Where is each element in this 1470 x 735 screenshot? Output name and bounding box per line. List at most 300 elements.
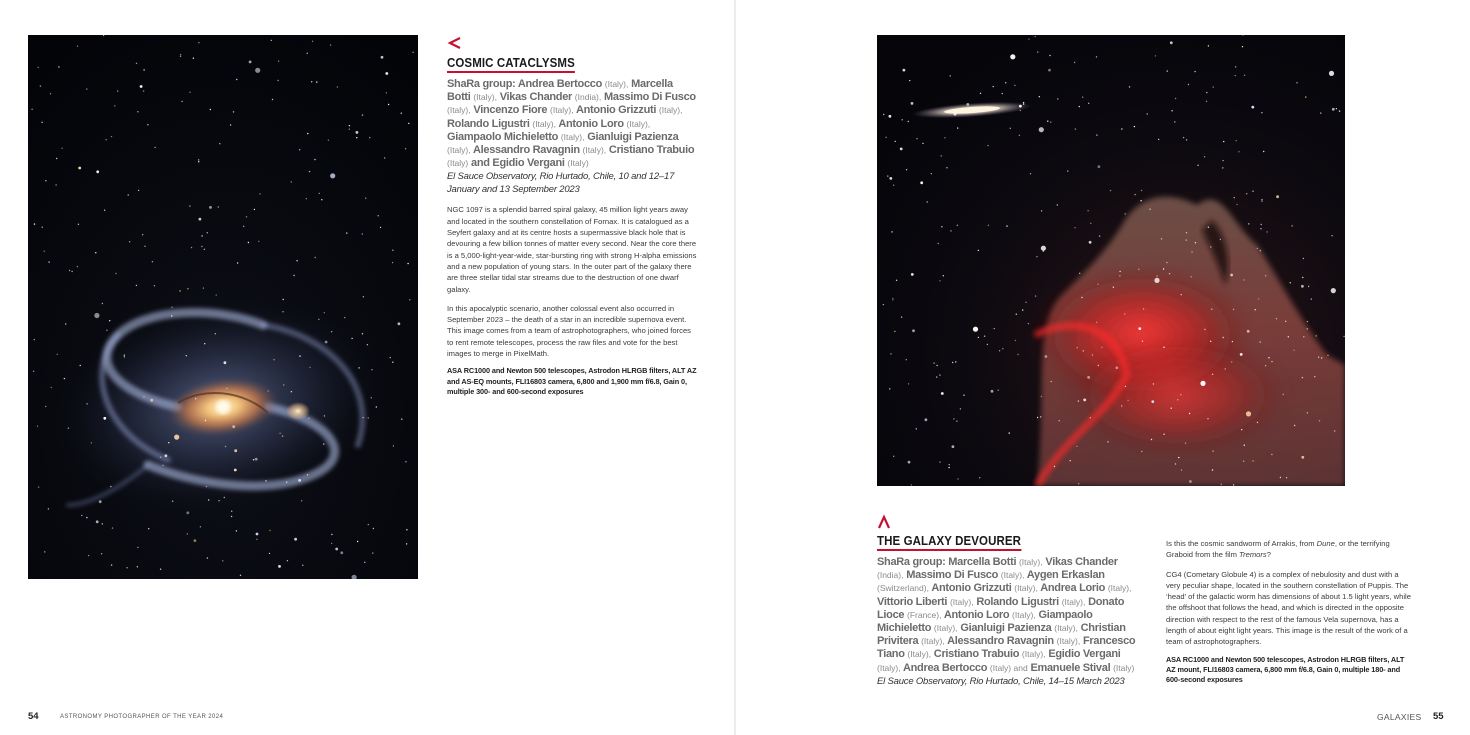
- star: [1261, 112, 1262, 113]
- star: [278, 565, 281, 568]
- star: [372, 552, 373, 553]
- star: [191, 247, 192, 248]
- star: [193, 58, 194, 59]
- star: [1332, 108, 1335, 111]
- credit-country: (Italy),: [473, 92, 497, 103]
- star: [1233, 484, 1234, 485]
- star: [900, 148, 903, 151]
- star: [331, 331, 332, 332]
- star: [1090, 223, 1091, 224]
- star: [308, 418, 309, 419]
- star: [271, 40, 272, 41]
- star: [1307, 412, 1308, 413]
- star: [207, 557, 208, 558]
- star: [1074, 227, 1075, 228]
- star: [902, 119, 903, 120]
- star: [256, 533, 259, 536]
- star: [51, 387, 52, 388]
- star: [258, 241, 259, 242]
- description-paragraph: NGC 1097 is a splendid barred spiral galaxy, 45 million light years away and located in the southern constellation of Fornax. It is catalogued as a Seyfert galaxy and at its centre hosts a supermassive black hole that is devouring a few billion tonnes of matter every second. Near the core there is a 5,000-light-year-wide, star-bursting ring with strong H-alpha emissions and a new population of young stars. In the outer part of the galaxy there are three stellar tidal star streams due to the destruction of one dwarf galaxy.: [447, 205, 697, 294]
- star: [96, 170, 99, 173]
- star: [138, 190, 139, 191]
- star: [1288, 336, 1289, 337]
- star: [933, 362, 934, 363]
- star: [939, 280, 940, 281]
- star: [1258, 298, 1259, 299]
- star: [291, 181, 292, 182]
- star: [1099, 235, 1100, 236]
- star: [1236, 140, 1237, 141]
- star: [200, 526, 201, 527]
- star: [1204, 156, 1205, 157]
- star: [259, 193, 260, 194]
- star: [331, 543, 332, 544]
- star: [392, 262, 393, 263]
- star: [254, 209, 255, 210]
- star: [1263, 151, 1264, 152]
- credit-name: Giampaolo Michieletto: [877, 608, 1093, 635]
- star: [1039, 127, 1044, 132]
- star: [1296, 82, 1297, 83]
- star: [998, 390, 999, 391]
- star: [1010, 54, 1015, 59]
- star: [1134, 126, 1135, 127]
- star: [272, 99, 273, 100]
- star: [949, 464, 950, 465]
- star: [287, 560, 288, 561]
- star: [154, 285, 155, 286]
- star: [401, 113, 402, 114]
- star: [978, 250, 979, 251]
- star: [331, 534, 332, 535]
- credit-name: Vincenzo Fiore: [473, 104, 548, 117]
- star: [349, 129, 350, 130]
- star: [405, 461, 406, 462]
- star: [1016, 314, 1017, 315]
- star: [1098, 165, 1101, 168]
- star: [398, 322, 401, 325]
- star: [927, 201, 928, 202]
- star: [160, 457, 161, 458]
- star: [371, 397, 372, 398]
- star: [1194, 71, 1195, 72]
- star: [1079, 273, 1080, 274]
- star: [1293, 350, 1294, 351]
- star: [180, 54, 181, 55]
- star: [129, 241, 130, 242]
- star: [233, 111, 234, 112]
- star: [269, 530, 270, 531]
- chevron-left-icon: [447, 36, 463, 50]
- credit-name: Vittorio Liberti: [877, 595, 948, 608]
- star: [137, 111, 138, 112]
- star: [1286, 477, 1287, 478]
- star: [1023, 103, 1024, 104]
- star: [312, 41, 313, 42]
- star: [1096, 322, 1097, 323]
- star: [1186, 232, 1187, 233]
- credit-country: (Italy),: [1107, 583, 1132, 594]
- star: [1158, 139, 1159, 140]
- star: [61, 148, 62, 149]
- star: [1303, 258, 1304, 259]
- credit-name: Alessandro Ravagnin: [472, 144, 580, 157]
- star: [42, 227, 43, 228]
- credit-name: Aygen Erkaslan: [1026, 569, 1105, 582]
- star: [143, 69, 144, 70]
- star: [335, 548, 338, 551]
- star: [1185, 443, 1186, 444]
- star: [906, 359, 907, 360]
- star: [1089, 241, 1092, 244]
- star: [230, 124, 231, 125]
- credit-country: (Italy),: [1054, 623, 1078, 634]
- star: [1141, 190, 1142, 191]
- star: [136, 63, 137, 64]
- star: [1261, 199, 1262, 200]
- star: [40, 85, 41, 86]
- star: [1235, 66, 1236, 67]
- star: [1320, 112, 1321, 113]
- credit-name: Gianluigi Pazienza: [587, 130, 679, 143]
- photographer-credits: [877, 556, 1139, 675]
- credit-country: (Italy),: [532, 118, 556, 129]
- credit-name: Andrea Lorio: [1040, 582, 1106, 595]
- star: [1208, 227, 1209, 228]
- star: [1138, 327, 1141, 330]
- star: [1213, 86, 1214, 87]
- star: [388, 104, 389, 105]
- star: [77, 266, 78, 267]
- star: [199, 218, 202, 221]
- star: [309, 171, 310, 172]
- star: [950, 230, 951, 231]
- star: [349, 125, 350, 126]
- star: [1037, 417, 1038, 418]
- star: [48, 261, 49, 262]
- star: [952, 362, 953, 363]
- star: [1077, 347, 1078, 348]
- credit-name: Alessandro Ravagnin: [947, 635, 1054, 648]
- star: [154, 147, 155, 148]
- star: [224, 497, 225, 498]
- star: [1030, 173, 1031, 174]
- star: [941, 155, 942, 156]
- star: [216, 294, 217, 295]
- star: [1220, 239, 1221, 240]
- star: [1048, 69, 1051, 72]
- star: [1098, 365, 1099, 366]
- star: [324, 415, 325, 416]
- location-date: El Sauce Observatory, Rio Hurtado, Chile, 14–15 March 2023: [877, 675, 1125, 687]
- star: [307, 474, 308, 475]
- star: [137, 547, 138, 548]
- star: [941, 226, 942, 227]
- star: [307, 53, 308, 54]
- star: [369, 137, 370, 138]
- star: [1125, 386, 1126, 387]
- star: [1151, 400, 1154, 403]
- star: [362, 114, 363, 115]
- star: [1067, 170, 1068, 171]
- star: [1015, 340, 1016, 341]
- star: [198, 159, 199, 160]
- chevron-up-icon: [877, 514, 891, 530]
- star: [237, 262, 238, 263]
- star: [240, 575, 241, 576]
- star: [1181, 469, 1182, 470]
- star: [906, 169, 907, 170]
- star: [1230, 274, 1233, 277]
- star: [160, 569, 161, 570]
- star: [1028, 39, 1029, 40]
- star: [194, 539, 197, 542]
- star: [34, 223, 35, 224]
- star: [346, 232, 347, 233]
- star: [299, 355, 300, 356]
- star: [1025, 302, 1026, 303]
- entry-description: [1166, 538, 1411, 686]
- star: [231, 511, 232, 512]
- credit-name: Antonio Grizzuti: [575, 104, 657, 117]
- credit-name: ShaRa group: Marcella Botti: [877, 556, 1017, 568]
- star: [1115, 366, 1118, 369]
- star: [1294, 425, 1295, 426]
- star: [1276, 195, 1279, 198]
- star: [1101, 347, 1102, 348]
- star: [249, 61, 252, 64]
- star: [236, 79, 237, 80]
- star: [1051, 381, 1052, 382]
- star: [938, 243, 939, 244]
- star: [37, 426, 38, 427]
- star: [1212, 469, 1213, 470]
- star: [1181, 294, 1182, 295]
- credit-country: (Switzerland),: [877, 583, 929, 594]
- star: [101, 553, 102, 554]
- credit-name: Gianluigi Pazienza: [960, 622, 1052, 635]
- star: [1207, 418, 1208, 419]
- star: [277, 80, 278, 81]
- star: [939, 374, 940, 375]
- star: [1307, 321, 1308, 322]
- star: [1079, 106, 1080, 107]
- star: [96, 520, 99, 523]
- star: [1096, 134, 1097, 135]
- star: [1283, 394, 1284, 395]
- star: [1142, 341, 1143, 342]
- star: [1211, 309, 1212, 310]
- star: [34, 339, 35, 340]
- star: [255, 68, 260, 73]
- star: [1183, 137, 1184, 138]
- star: [385, 72, 388, 75]
- star: [1169, 273, 1170, 274]
- star: [142, 234, 143, 235]
- book-spine: [734, 0, 736, 735]
- star: [1251, 106, 1254, 109]
- star: [165, 454, 168, 457]
- star: [38, 67, 39, 68]
- star: [68, 428, 69, 429]
- credit-name: Rolando Ligustri: [976, 595, 1059, 608]
- star: [1057, 204, 1058, 205]
- star: [380, 227, 381, 228]
- star: [1041, 396, 1042, 397]
- star: [1246, 193, 1247, 194]
- star: [1070, 460, 1071, 461]
- star: [44, 251, 45, 252]
- credit-name: Antonio Grizzuti: [931, 582, 1012, 595]
- star: [78, 167, 81, 170]
- star: [356, 137, 357, 138]
- star: [911, 273, 914, 276]
- star: [114, 105, 115, 106]
- credit-name: Emanuele Stival: [1030, 661, 1111, 674]
- star: [1097, 284, 1098, 285]
- star: [392, 362, 393, 363]
- page-number-left: 54: [28, 711, 39, 722]
- star: [344, 317, 345, 318]
- star: [222, 560, 223, 561]
- star: [1314, 376, 1315, 377]
- star: [890, 353, 891, 354]
- star: [1076, 446, 1077, 447]
- star: [1088, 103, 1089, 104]
- star: [1252, 191, 1253, 192]
- star: [88, 555, 89, 556]
- star: [1002, 348, 1003, 349]
- star: [993, 86, 994, 87]
- star: [1240, 353, 1243, 356]
- star: [71, 271, 72, 272]
- star: [330, 44, 331, 45]
- star: [45, 406, 46, 407]
- star: [1036, 256, 1037, 257]
- star: [896, 280, 897, 281]
- star: [1006, 225, 1007, 226]
- star: [889, 177, 892, 180]
- star: [936, 376, 937, 377]
- star: [1261, 200, 1262, 201]
- star: [136, 285, 137, 286]
- star: [48, 508, 49, 509]
- star: [1035, 36, 1036, 37]
- star: [162, 465, 163, 466]
- star: [406, 529, 407, 530]
- star: [110, 486, 111, 487]
- intro-paragraph: Is this the cosmic sandworm of Arrakis, from Dune, or the terrifying Graboid from the film Tremors?: [1166, 539, 1390, 560]
- star: [186, 355, 187, 356]
- star: [363, 296, 364, 297]
- credit-country: (Italy),: [907, 649, 932, 660]
- star: [1049, 55, 1050, 56]
- star: [318, 319, 319, 320]
- star: [1334, 430, 1335, 431]
- star: [41, 122, 42, 123]
- star: [1078, 400, 1079, 401]
- star: [1285, 321, 1286, 322]
- star: [1074, 62, 1075, 63]
- star: [1331, 288, 1336, 293]
- star: [1271, 454, 1272, 455]
- star: [994, 328, 995, 329]
- star: [315, 257, 316, 258]
- star: [243, 226, 244, 227]
- star: [1177, 399, 1178, 400]
- star: [316, 81, 317, 82]
- star: [892, 299, 893, 300]
- star: [137, 566, 138, 567]
- star: [1096, 56, 1097, 57]
- star: [256, 539, 257, 540]
- star: [31, 109, 32, 110]
- star: [44, 551, 45, 552]
- star: [1319, 420, 1320, 421]
- star: [1127, 400, 1128, 401]
- star: [991, 390, 994, 393]
- star: [1119, 275, 1120, 276]
- star: [78, 224, 79, 225]
- star: [102, 303, 103, 304]
- star: [1244, 75, 1245, 76]
- star: [106, 330, 107, 331]
- star: [1244, 445, 1245, 446]
- star: [278, 60, 279, 61]
- star: [1083, 350, 1084, 351]
- star: [883, 114, 884, 115]
- star: [126, 567, 127, 568]
- star: [908, 461, 911, 464]
- star: [1041, 246, 1046, 251]
- star: [1311, 298, 1312, 299]
- star: [1331, 235, 1332, 236]
- star: [1017, 354, 1018, 355]
- star: [1134, 194, 1135, 195]
- nebula-photo-cg4: [877, 35, 1345, 486]
- star: [943, 275, 944, 276]
- star: [1054, 466, 1055, 467]
- star: [1290, 282, 1291, 283]
- star: [1252, 460, 1253, 461]
- star: [206, 486, 207, 487]
- star: [1161, 238, 1162, 239]
- star: [299, 149, 300, 150]
- star: [124, 356, 125, 357]
- credit-country: (Italy),: [1056, 636, 1081, 647]
- star: [1246, 411, 1251, 416]
- star: [378, 215, 379, 216]
- star: [1005, 82, 1006, 83]
- star: [1129, 86, 1130, 87]
- star: [1189, 413, 1190, 414]
- star: [1302, 377, 1303, 378]
- star: [373, 528, 374, 529]
- star: [1154, 278, 1159, 283]
- star: [1336, 108, 1337, 109]
- star: [291, 391, 292, 392]
- star: [148, 528, 149, 529]
- star: [922, 143, 923, 144]
- star: [1200, 381, 1205, 386]
- star: [201, 246, 202, 247]
- star: [179, 290, 180, 291]
- star: [1307, 328, 1308, 329]
- star: [1121, 128, 1122, 129]
- star: [1221, 484, 1222, 485]
- star: [1087, 210, 1088, 211]
- entry-title: THE GALAXY DEVOURER: [877, 534, 1021, 551]
